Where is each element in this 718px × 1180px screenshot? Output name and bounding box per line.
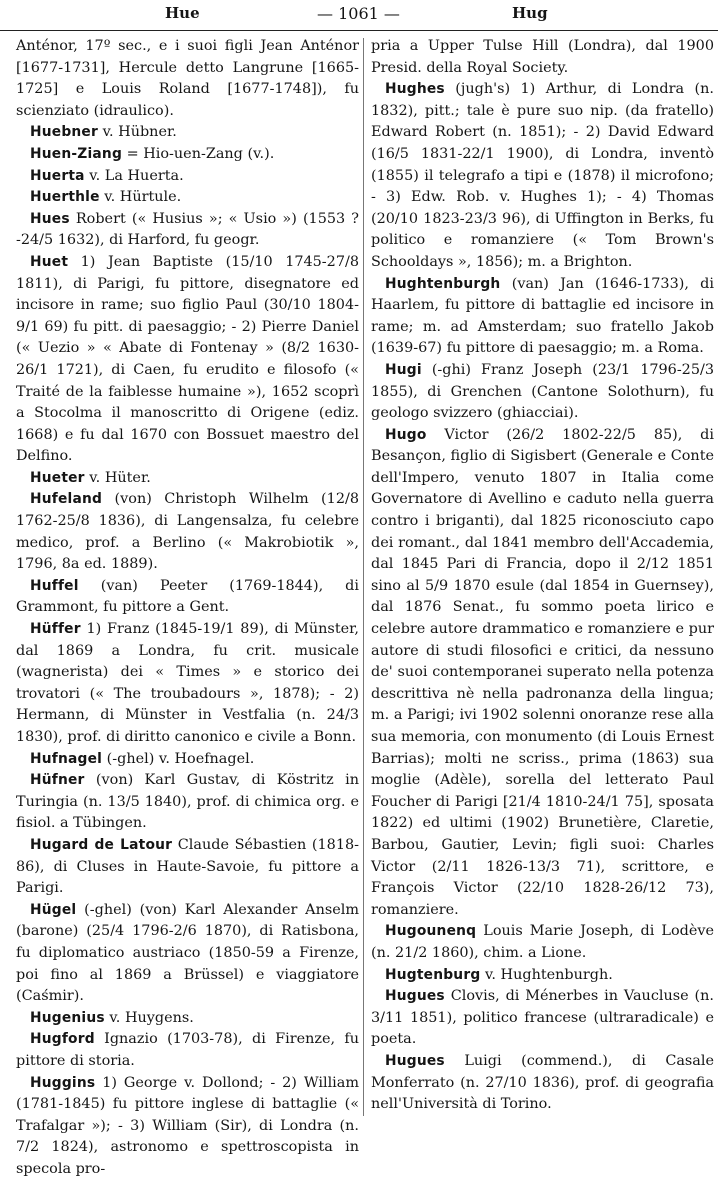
left-column bbox=[16, 36, 359, 1180]
entry-text: (-ghel) v. Hoefnagel. bbox=[102, 751, 254, 767]
entry-headword: Hufnagel bbox=[30, 751, 102, 767]
entry-headword: Huen-Ziang bbox=[30, 146, 122, 162]
dictionary-entry bbox=[371, 921, 714, 964]
entry-text: (van) Jan (1646-1733), di Haarlem, fu pittore di battaglie ed incisore in rame; m. ad Amsterdam; suo fratello Jakob (1639-67) fu pittore di paesaggio; m. a Roma. bbox=[371, 276, 714, 357]
entry-text: pria a Upper Tulse Hill (Londra), dal 1900 Presid. della Royal Society. bbox=[371, 38, 714, 76]
column-divider bbox=[363, 38, 364, 1116]
right-column bbox=[371, 36, 714, 1116]
entry-headword: Hüfner bbox=[30, 772, 85, 788]
entry-text: = Hio-uen-Zang (v.). bbox=[122, 146, 274, 162]
entry-headword: Huet bbox=[30, 254, 68, 270]
entry-text: v. Hürtule. bbox=[100, 189, 182, 205]
entry-headword: Hughes bbox=[385, 81, 445, 97]
dictionary-entry bbox=[16, 187, 359, 209]
running-head-left: Hue bbox=[165, 4, 200, 22]
running-head-right: Hug bbox=[512, 4, 548, 22]
dictionary-entry bbox=[371, 1051, 714, 1116]
entry-headword: Hugo bbox=[385, 427, 427, 443]
dictionary-entry bbox=[16, 900, 359, 1008]
entry-headword: Hugues bbox=[385, 1053, 445, 1069]
entry-text: Ignazio (1703-78), di Firenze, fu pittore di storia. bbox=[16, 1031, 359, 1069]
entry-headword: Hüffer bbox=[30, 621, 81, 637]
entry-headword: Hugtenburg bbox=[385, 967, 480, 983]
entry-text: Claude Sébastien (1818-86), di Cluses in Haute-Savoie, fu pittore a Parigi. bbox=[16, 837, 359, 896]
entry-headword: Hugi bbox=[385, 362, 422, 378]
entry-text: (-ghel) (von) Karl Alexander Anselm (barone) (25/4 1796-2/6 1870), di Ratisbona, fu diplomatico austriaco (1850-59 a Firenze, poi fino al 1869 a Brüssel) e viaggiatore (Caśmir). bbox=[16, 902, 359, 1004]
dictionary-entry bbox=[16, 619, 359, 749]
entry-text: Victor (26/2 1802-22/5 85), di Besançon, figlio di Sigisbert (Generale e Conte dell'Impero, venuto 1807 in Italia come Governatore di Avellino e caduto nella guerra contro i briganti), dal 1825 riconosciuto capo dei romant., dal 1841 membro dell'Accademia, dal 1845 Pari di Francia, dopo il 2/12 1851 sino al 5/9 1870 esule (dal 1854 in Guernsey), dal 1876 Senat., fu sommo poeta lirico e celebre autore drammatico e romanziere e pur autore di studi filosofici e critici, da nessuno de' suoi contemporanei superato nella potenza descrittiva nè nella padronanza della lingua; m. a Parigi; ivi 1902 solenni onoranze rese alla sua memoria, con monumento (di Louis Ernest Barrias); molti ne scriss., prima (1863) sua moglie (Adèle), sorella del letterato Paul Foucher di Parigi [21/4 1810-24/1 75], sposata 1822) ed ultimi (1902) Brunetière, Claretie, Barbou, Gautier, Levin; figli suoi: Charles Victor (2/11 1826-13/3 71), scrittore, e François Victor (22/10 1828-26/12 73), romanziere. bbox=[371, 427, 714, 918]
entry-headword: Hufeland bbox=[30, 491, 102, 507]
entry-text: (von) Christoph Wilhelm (12/8 1762-25/8 1836), di Langensalza, fu celebre medico, prof. a Berlino (« Makrobiotik », 1796, 8a ed. 1889). bbox=[16, 491, 359, 572]
dictionary-entry bbox=[16, 1073, 359, 1180]
entry-text: (jugh's) 1) Arthur, di Londra (n. 1832), pitt.; tale è pure suo nip. (da fratello) Edward Robert (n. 1851); - 2) David Edward (16/5 1831-22/1 1900), di Londra, inventò (1855) il telegrafo a tipi e (1878) il microfono; - 3) Edw. Rob. v. Hughes 1); - 4) Thomas (20/10 1823-23/3 96), di Uffington in Berks, fu politico e romanziere (« Tom Brown's Schooldays », 1856); m. a Brighton. bbox=[371, 81, 714, 270]
entry-headword: Huerta bbox=[30, 168, 85, 184]
entry-headword: Hughtenburgh bbox=[385, 276, 500, 292]
entry-headword: Hugenius bbox=[30, 1010, 105, 1026]
entry-text: 1) Franz (1845-19/1 89), di Münster, dal 1869 a Londra, fu crit. musicale (wagnerista) dei « Times » e storico dei trovatori (« The troubadours », 1878); - 2) Hermann, di Münster in Vestfalia (n. 24/3 1830), prof. di diritto canonico e civile a Bonn. bbox=[16, 621, 359, 745]
entry-text: v. Huygens. bbox=[105, 1010, 194, 1026]
entry-text: Anténor, 17º sec., e i suoi figli Jean Anténor [1677-1731], Hercule detto Langrune [1665-1725] e Louis Roland [1677-1748]), fu scienziato (idraulico). bbox=[16, 38, 359, 119]
entry-text: Robert (« Husius »; « Usio ») (1553 ?-24/5 1632), di Harford, fu geogr. bbox=[16, 211, 359, 249]
page-number: — 1061 — bbox=[317, 4, 400, 23]
entry-headword: Huerthle bbox=[30, 189, 100, 205]
entry-text: 1) George v. Dollond; - 2) William (1781-1845) fu pittore inglese di battaglie (« Trafalgar »); - 3) William (Sir), di Londra (n. 7/2 1824), astronomo e spettroscopista in specola pro- bbox=[16, 1075, 359, 1177]
entry-headword: Hugues bbox=[385, 988, 445, 1004]
dictionary-entry bbox=[371, 36, 714, 79]
entry-text: v. Hübner. bbox=[98, 124, 177, 140]
dictionary-entry bbox=[16, 468, 359, 490]
entry-text: v. La Huerta. bbox=[85, 168, 184, 184]
entry-headword: Hueter bbox=[30, 470, 85, 486]
entry-headword: Hugford bbox=[30, 1031, 95, 1047]
dictionary-entry bbox=[16, 36, 359, 122]
dictionary-entry bbox=[371, 360, 714, 425]
entry-text: Clovis, di Ménerbes in Vaucluse (n. 3/11 1851), politico francese (ultraradicale) e poeta. bbox=[371, 988, 714, 1047]
dictionary-entry bbox=[16, 252, 359, 468]
dictionary-entry bbox=[16, 576, 359, 619]
dictionary-entry bbox=[16, 166, 359, 188]
entry-headword: Hugard de Latour bbox=[30, 837, 172, 853]
dictionary-entry bbox=[371, 79, 714, 273]
dictionary-entry bbox=[16, 144, 359, 166]
entry-text: (von) Karl Gustav, di Köstritz in Turingia (n. 13/5 1840), prof. di chimica org. e fisiol. a Tübingen. bbox=[16, 772, 359, 831]
dictionary-entry bbox=[16, 1008, 359, 1030]
entry-headword: Hügel bbox=[30, 902, 76, 918]
page-header bbox=[0, 0, 718, 31]
dictionary-entry bbox=[16, 1029, 359, 1072]
entry-text: 1) Jean Baptiste (15/10 1745-27/8 1811), di Parigi, fu pittore, disegnatore ed incisore in rame; suo figlio Paul (30/10 1804-9/1 69) fu pitt. di paesaggio; - 2) Pierre Daniel (« Uezio » « Abate di Fontenay » (8/2 1630-26/1 1721), di Caen, fu erudito e filosofo (« Traité de la faiblesse humaine »), 1652 scoprì a Stocolma il manoscritto di Origene (ediz. 1668) e fu dal 1670 con Bossuet maestro del Delfino. bbox=[16, 254, 359, 464]
dictionary-entry bbox=[16, 122, 359, 144]
entry-text: (van) Peeter (1769-1844), di Grammont, fu pittore a Gent. bbox=[16, 578, 359, 616]
dictionary-entry bbox=[16, 770, 359, 835]
dictionary-entry bbox=[16, 835, 359, 900]
dictionary-entry bbox=[371, 986, 714, 1051]
entry-text: Luigi (commend.), di Casale Monferrato (n. 27/10 1836), prof. di geografia nell'Università di Torino. bbox=[371, 1053, 714, 1112]
entry-headword: Huffel bbox=[30, 578, 79, 594]
entry-text: v. Hüter. bbox=[85, 470, 151, 486]
entry-text: v. Hughtenburgh. bbox=[480, 967, 612, 983]
dictionary-entry bbox=[371, 274, 714, 360]
dictionary-entry bbox=[371, 425, 714, 922]
entry-headword: Hugounenq bbox=[385, 923, 476, 939]
dictionary-entry bbox=[16, 209, 359, 252]
entry-text: Louis Marie Joseph, di Lodève (n. 21/2 1860), chim. a Lione. bbox=[371, 923, 714, 961]
dictionary-entry bbox=[16, 489, 359, 575]
dictionary-entry bbox=[16, 749, 359, 771]
entry-text: (-ghi) Franz Joseph (23/1 1796-25/3 1855), di Grenchen (Cantone Solothurn), fu geologo svizzero (ghiacciai). bbox=[371, 362, 714, 421]
entry-headword: Huggins bbox=[30, 1075, 95, 1091]
entry-headword: Huebner bbox=[30, 124, 98, 140]
entry-headword: Hues bbox=[30, 211, 70, 227]
dictionary-entry bbox=[371, 965, 714, 987]
